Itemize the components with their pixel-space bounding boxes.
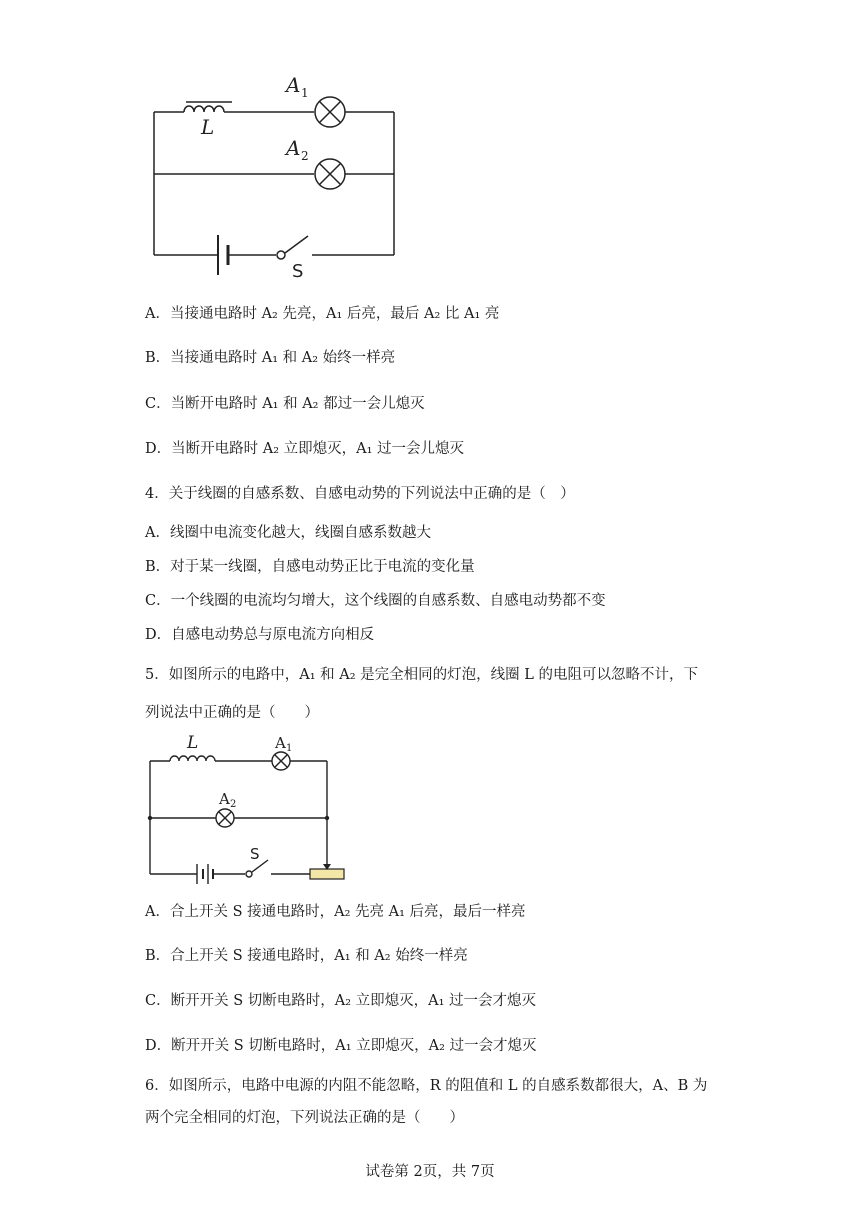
lamp2-subscript: 2 xyxy=(301,149,309,163)
page-footer: 试卷第 2页，共 7页 xyxy=(365,1164,495,1180)
q4-option-b: B．对于某一线圈，自感电动势正比于电流的变化量 xyxy=(145,559,475,575)
lamp2-label-q5: A xyxy=(219,790,230,808)
q6-stem-line1: 6．如图所示，电路中电源的内阻不能忽略，R 的阻值和 L 的自感系数都很大，A、B 为 xyxy=(145,1078,708,1094)
switch-label: S xyxy=(292,261,304,282)
lamp2-label: A xyxy=(286,136,301,160)
q4-stem: 4．关于线圈的自感系数、自感电动势的下列说法中正确的是（ ） xyxy=(145,486,575,502)
switch-label-q5: S xyxy=(250,845,260,863)
q4-option-d: D．自感电动势总与原电流方向相反 xyxy=(145,627,375,643)
q3-option-c: C．当断开电路时 A₁ 和 A₂ 都过一会儿熄灭 xyxy=(145,396,425,412)
q5-option-c: C．断开开关 S 切断电路时，A₂ 立即熄灭，A₁ 过一会才熄灭 xyxy=(145,993,537,1009)
lamp1-label-q5: A xyxy=(275,734,286,752)
q3-option-b: B．当接通电路时 A₁ 和 A₂ 始终一样亮 xyxy=(145,350,396,366)
q5-stem-line1: 5．如图所示的电路中，A₁ 和 A₂ 是完全相同的灯泡，线圈 L 的电阻可以忽略不计，下 xyxy=(145,667,698,683)
coil-label-q5: L xyxy=(187,733,199,753)
q3-option-a: A．当接通电路时 A₂ 先亮，A₁ 后亮，最后 A₂ 比 A₁ 亮 xyxy=(145,306,500,322)
q4-option-a: A．线圈中电流变化越大，线圈自感系数越大 xyxy=(145,525,431,541)
lamp2-subscript-q5: 2 xyxy=(230,799,237,810)
q5-stem-line2: 列说法中正确的是（ ） xyxy=(145,705,319,721)
q5-option-a: A．合上开关 S 接通电路时，A₂ 先亮 A₁ 后亮，最后一样亮 xyxy=(145,904,526,920)
lamp1-subscript-q5: 1 xyxy=(286,743,293,754)
q6-stem-line2: 两个完全相同的灯泡，下列说法正确的是（ ） xyxy=(145,1110,464,1126)
q4-option-c: C．一个线圈的电流均匀增大，这个线圈的自感系数、自感电动势都不变 xyxy=(145,593,606,609)
circuit-diagram-q3 xyxy=(140,70,410,285)
q3-option-d: D．当断开电路时 A₂ 立即熄灭，A₁ 过一会儿熄灭 xyxy=(145,441,465,457)
q5-option-d: D．断开开关 S 切断电路时，A₁ 立即熄灭，A₂ 过一会才熄灭 xyxy=(145,1038,537,1054)
q5-option-b: B．合上开关 S 接通电路时，A₁ 和 A₂ 始终一样亮 xyxy=(145,948,468,964)
circuit-diagram-q5 xyxy=(140,728,355,888)
lamp1-subscript: 1 xyxy=(301,86,309,100)
coil-label: L xyxy=(201,115,215,139)
lamp1-label: A xyxy=(286,73,301,97)
